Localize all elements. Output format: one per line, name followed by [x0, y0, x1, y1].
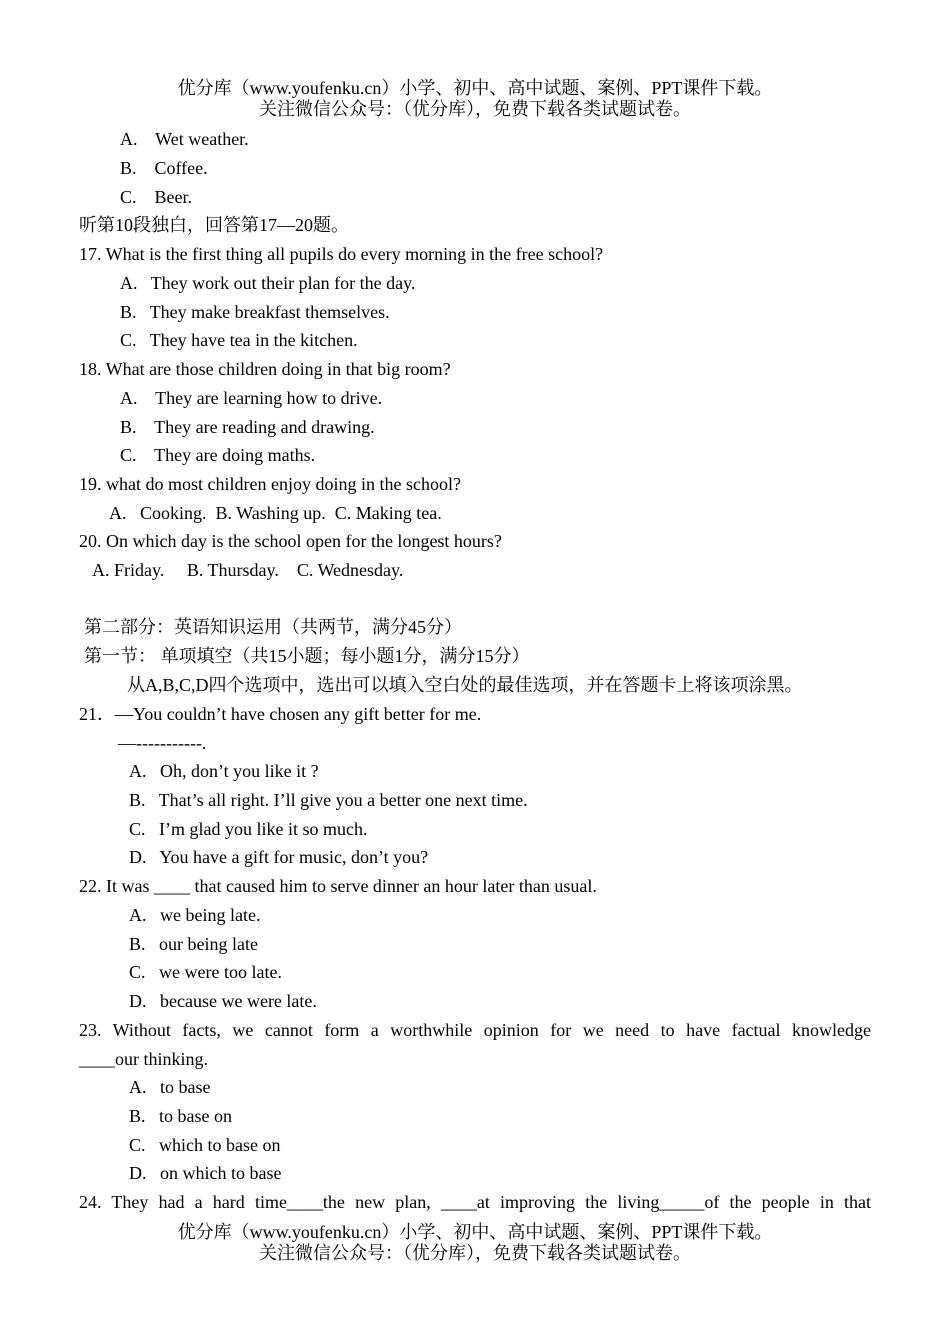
page-footer-line-1: 优分库（www.youfenku.cn）小学、初中、高中试题、案例、PPT课件下载。	[177, 1222, 773, 1242]
q22-option-a: A. we being late.	[129, 905, 261, 925]
q22-option-c: C. we were too late.	[129, 962, 282, 982]
q23-stem-line-2: ____our thinking.	[79, 1049, 208, 1069]
page-footer-line-2: 关注微信公众号：（优分库），免费下载各类试题试卷。	[259, 1243, 691, 1263]
q22-option-d: D. because we were late.	[129, 991, 317, 1011]
q18-option-b: B. They are reading and drawing.	[120, 417, 375, 437]
q18-option-c: C. They are doing maths.	[120, 445, 316, 465]
q17-stem: 17. What is the first thing all pupils do every morning in the free school?	[79, 244, 604, 264]
q24-stem-line-1: 24. They had a hard time____the new plan, ____at improving the living_____of the people in that	[79, 1192, 871, 1212]
page-header-line-1: 优分库（www.youfenku.cn）小学、初中、高中试题、案例、PPT课件下载。	[177, 78, 773, 98]
q23-option-d: D. on which to base	[129, 1163, 282, 1183]
q17-option-b: B. They make breakfast themselves.	[120, 302, 390, 322]
q18-option-a: A. They are learning how to drive.	[120, 388, 383, 408]
q16-option-c: C. Beer.	[120, 187, 192, 207]
q23-option-c: C. which to base on	[129, 1135, 281, 1155]
q19-options: A. Cooking. B. Washing up. C. Making tea.	[109, 503, 442, 523]
q21-option-d: D. You have a gift for music, don’t you?	[129, 847, 429, 867]
q22-option-b: B. our being late	[129, 934, 258, 954]
q16-option-a: A. Wet weather.	[120, 129, 249, 149]
q21-option-c: C. I’m glad you like it so much.	[129, 819, 368, 839]
q21-option-b: B. That’s all right. I’ll give you a better one next time.	[129, 790, 528, 810]
section10-instruction: 听第10段独白，回答第17—20题。	[79, 215, 349, 235]
q16-option-b: B. Coffee.	[120, 158, 208, 178]
page-header-line-2: 关注微信公众号：（优分库），免费下载各类试题试卷。	[259, 99, 691, 119]
q20-options: A. Friday. B. Thursday. C. Wednesday.	[92, 560, 404, 580]
q21-reply-blank: —-----------.	[118, 733, 207, 753]
q17-option-c: C. They have tea in the kitchen.	[120, 330, 358, 350]
part2-section1-title: 第一节： 单项填空（共15小题；每小题1分，满分15分）	[84, 646, 530, 666]
q21-stem: 21．—You couldn’t have chosen any gift better for me.	[79, 704, 482, 724]
q22-stem: 22. It was ____ that caused him to serve dinner an hour later than usual.	[79, 876, 597, 896]
part2-title: 第二部分：英语知识运用（共两节，满分45分）	[84, 617, 462, 637]
part2-section1-instruction: 从A,B,C,D四个选项中，选出可以填入空白处的最佳选项，并在答题卡上将该项涂黑。	[127, 675, 803, 695]
q21-option-a: A. Oh, don’t you like it ?	[129, 761, 319, 781]
q23-option-b: B. to base on	[129, 1106, 232, 1126]
q23-stem-line-1: 23. Without facts, we cannot form a worthwhile opinion for we need to have factual knowledge	[79, 1020, 871, 1040]
q20-stem: 20. On which day is the school open for the longest hours?	[79, 531, 502, 551]
q17-option-a: A. They work out their plan for the day.	[120, 273, 416, 293]
q19-stem: 19. what do most children enjoy doing in the school?	[79, 474, 461, 494]
q18-stem: 18. What are those children doing in that big room?	[79, 359, 451, 379]
q23-option-a: A. to base	[129, 1077, 211, 1097]
